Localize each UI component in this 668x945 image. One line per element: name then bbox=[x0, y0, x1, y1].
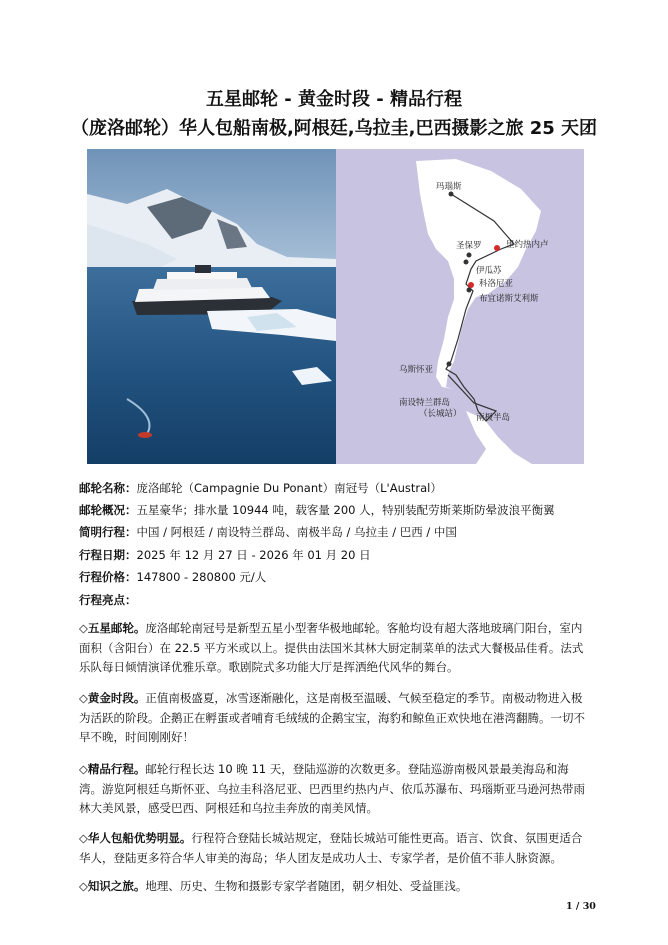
highlight-text: 庞洛邮轮南冠号是新型五星小型奢华极地邮轮。客舱均设有超大落地玻璃门阳台，室内面积（含阳台）在 22.5 平方米或以上。提供由法国米其林大厨定制菜单的法式大餐极品佳肴。法式乐队每日倾情演译优雅乐章。歌剧院式多功能大厅是挥洒绝代风华的舞台。 bbox=[79, 621, 584, 674]
highlight-marker: ◇ bbox=[79, 691, 88, 705]
map-label-great-wall-station: （长城站） bbox=[419, 409, 462, 419]
map-label-colonia: 科洛尼亚 bbox=[479, 279, 514, 289]
map-label-iguazu: 伊瓜苏 bbox=[476, 266, 502, 276]
highlight-premium-itinerary bbox=[79, 760, 591, 819]
highlight-title: 五星邮轮。 bbox=[87, 621, 146, 635]
info-label: 行程亮点： bbox=[79, 593, 137, 607]
highlight-title: 华人包船优势明显。 bbox=[87, 831, 192, 845]
info-label: 邮轮名称： bbox=[79, 481, 137, 495]
highlight-marker: ◇ bbox=[79, 762, 88, 776]
page-number: 1 / 30 bbox=[566, 901, 596, 912]
map-label-sao-paulo: 圣保罗 bbox=[456, 241, 482, 251]
highlight-chinese-charter bbox=[79, 829, 591, 868]
info-price bbox=[79, 569, 589, 585]
marker-ushuaia bbox=[447, 362, 452, 367]
route-map bbox=[336, 149, 584, 464]
map-label-manaus: 玛瑙斯 bbox=[436, 182, 462, 192]
highlight-marker: ◇ bbox=[79, 831, 88, 845]
map-label-rio: 里约热内卢 bbox=[506, 240, 549, 250]
highlight-text: 正值南极盛夏，冰雪逐渐融化，这是南极至温暖、气候至稳定的季节。南极动物进入极为活跃的阶段。企鹅正在孵蛋或者哺育毛绒绒的企鹅宝宝，海豹和鲸鱼正欢快地在港湾翻腾。一切不早不晚，时间刚刚好！ bbox=[79, 691, 585, 744]
title-line-2: （庞洛邮轮）华人包船南极,阿根廷,乌拉圭,巴西摄影之旅 25 天团 bbox=[70, 118, 598, 139]
info-dates bbox=[79, 547, 589, 563]
map-label-buenos-aires: 布宜诺斯艾利斯 bbox=[479, 294, 539, 304]
marker-manaus bbox=[449, 192, 454, 197]
map-label-ushuaia: 乌斯怀亚 bbox=[399, 365, 434, 375]
info-label: 邮轮概况： bbox=[79, 503, 137, 517]
highlight-title: 精品行程。 bbox=[87, 762, 146, 776]
map-label-south-shetland: 南设特兰群岛 bbox=[399, 398, 451, 408]
marker-iguazu bbox=[464, 260, 469, 265]
info-label: 行程价格： bbox=[79, 570, 137, 584]
info-itinerary bbox=[79, 524, 589, 540]
info-value: 2025 年 12 月 27 日 - 2026 年 01 月 20 日 bbox=[136, 548, 371, 562]
title-line-1: 五星邮轮 - 黄金时段 - 精品行程 bbox=[205, 89, 462, 110]
highlight-text: 行程符合登陆长城站规定，登陆长城站可能性更高。语言、饮食、氛围更适合华人，登陆更多符合华人审美的海岛；华人团友是成功人士、专家学者，是价值不菲人脉资源。 bbox=[79, 831, 583, 865]
highlight-marker: ◇ bbox=[79, 621, 88, 635]
highlight-knowledge-tour bbox=[79, 877, 591, 897]
marker-colonia bbox=[468, 282, 474, 288]
info-highlights-heading bbox=[79, 592, 589, 608]
highlight-text: 邮轮行程长达 10 晚 11 天，登陆巡游的次数更多。登陆巡游南极风景最美海岛和海湾。游览阿根廷乌斯怀亚、乌拉圭科洛尼亚、巴西里约热内卢、依瓜苏瀑布、玛瑙斯亚马逊河热带雨林大美风景，感受巴西、阿根廷和乌拉圭奔放的南美风情。 bbox=[79, 762, 585, 815]
marker-sao-paulo bbox=[467, 253, 472, 258]
info-ship-overview bbox=[79, 502, 589, 518]
info-value: 中国 / 阿根廷 / 南设特兰群岛、南极半岛 / 乌拉圭 / 巴西 / 中国 bbox=[136, 525, 457, 539]
highlight-text: 地理、历史、生物和摄影专家学者随团，朝夕相处、受益匪浅。 bbox=[145, 879, 468, 893]
marker-buenos-aires bbox=[467, 288, 472, 293]
highlight-title: 知识之旅。 bbox=[87, 879, 146, 893]
highlight-title: 黄金时段。 bbox=[87, 691, 146, 705]
map-label-antarctic-peninsula: 南极半岛 bbox=[476, 413, 511, 423]
info-value: 147800 - 280800 元/人 bbox=[136, 570, 267, 584]
info-ship-name bbox=[79, 480, 589, 496]
highlight-marker: ◇ bbox=[79, 879, 88, 893]
highlight-golden-season bbox=[79, 689, 591, 748]
info-value: 五星豪华；排水量 10944 吨，载客量 200 人，特别装配劳斯莱斯防晕波浪平衡翼 bbox=[136, 503, 555, 517]
info-label: 简明行程： bbox=[79, 525, 137, 539]
info-label: 行程日期： bbox=[79, 548, 137, 562]
highlight-five-star-cruise bbox=[79, 619, 591, 678]
cruise-ship-photo bbox=[87, 149, 336, 464]
info-value: 庞洛邮轮（Campagnie Du Ponant）南冠号（L'Austral） bbox=[136, 481, 442, 495]
marker-rio bbox=[494, 245, 500, 251]
